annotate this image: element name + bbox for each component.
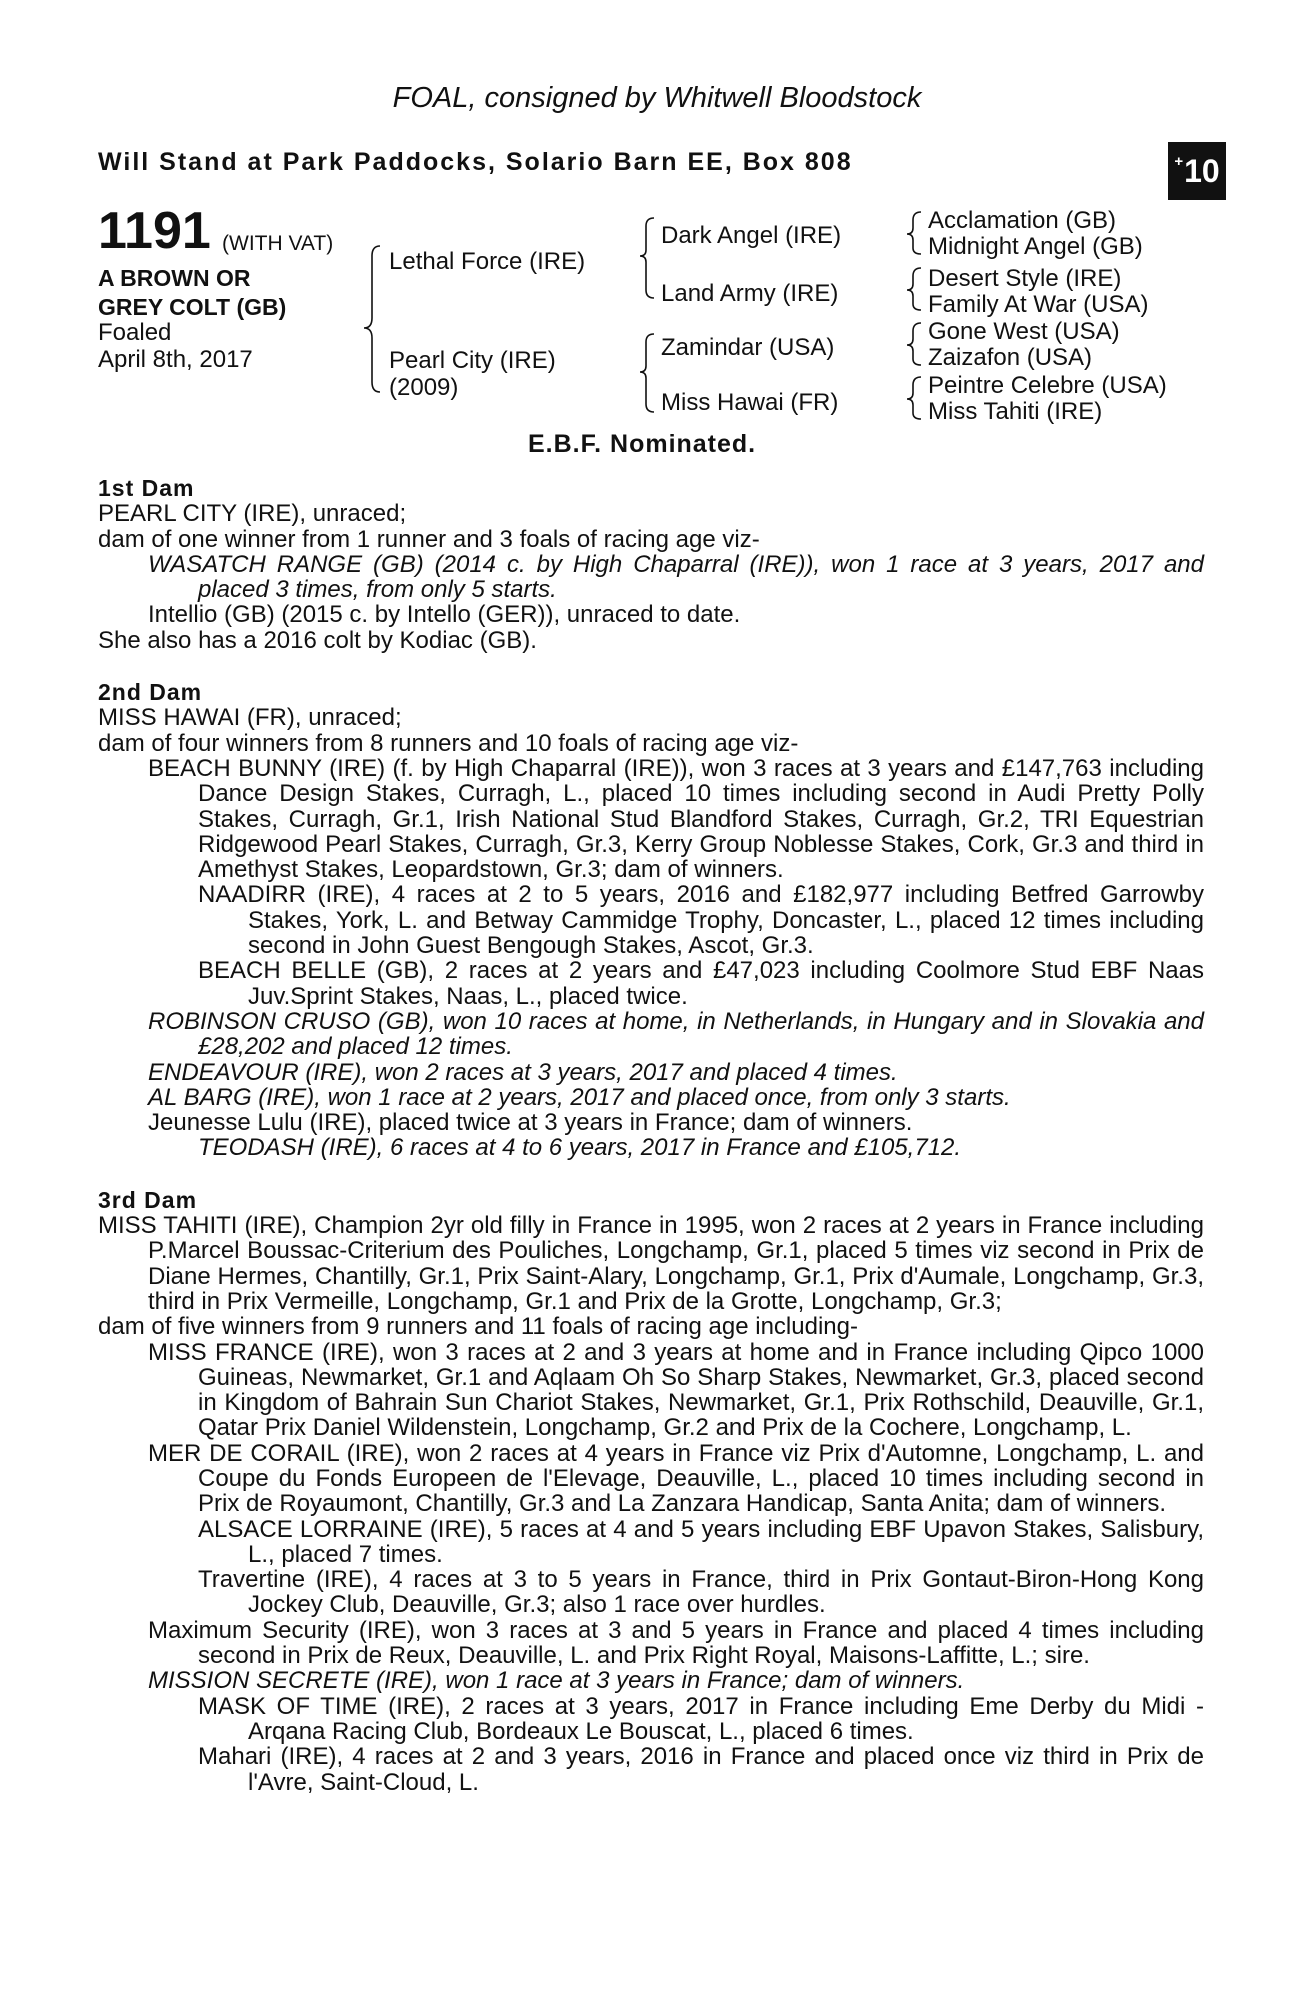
dam-entry: MISS TAHITI (IRE), Champion 2yr old filly in France in 1995, won 2 races at 2 years in France including P.Marcel Boussac-Criterium des Pouliches, Longchamp, Gr.1, placed 5 times viz second in Prix de Diane Hermes, Chantilly, Gr.1, Prix Saint-Alary, Longchamp, Gr.1, Prix d'Aumale, Longchamp, Gr.3, third in Prix Vermeille, Longchamp, Gr.1 and Prix de la Grotte, Longchamp, Gr.3; [98,1212,1204,1315]
first-dam-section [98,476,1204,653]
pedigree-sire-sire: Dark Angel (IRE) [661,222,842,249]
pedigree-g3-4: Family At War (USA) [928,291,1149,318]
third-dam-heading: 3rd Dam [98,1186,198,1213]
produce-entry: Intellio (GB) (2015 c. by Intello (GER)), unraced to date. [148,601,741,629]
second-dam-section [98,680,1204,1161]
produce-entry: WASATCH RANGE (GB) (2014 c. by High Chaparral (IRE)), won 1 race at 3 years, 2017 and placed 3 times, from only 5 starts. [148,550,1204,604]
produce-entry: TEODASH (IRE), 6 races at 4 to 6 years, 2017 in France and £105,712. [198,1134,962,1162]
foaled-date: April 8th, 2017 [98,346,253,373]
pedigree-g3-2: Midnight Angel (GB) [928,233,1143,260]
dam-entry: MISS HAWAI (FR), unraced; [98,704,402,732]
foaled-label: Foaled [98,319,172,346]
pedigree-g3-7: Peintre Celebre (USA) [928,372,1167,399]
lot-description-line: GREY COLT (GB) [98,294,287,320]
produce-entry: ENDEAVOUR (IRE), won 2 races at 3 years, 2017 and placed 4 times. [148,1058,898,1086]
produce-entry: ALSACE LORRAINE (IRE), 5 races at 4 and 5 years including EBF Upavon Stakes, Salisbury, L., placed 7 times. [198,1515,1204,1568]
produce-entry: ROBINSON CRUSO (GB), won 10 races at home, in Netherlands, in Hungary and in Slovakia and £28,202 and placed 12 times. [148,1007,1204,1061]
vat-note: (WITH VAT) [222,232,334,255]
produce-entry: BEACH BUNNY (IRE) (f. by High Chaparral (IRE)), won 3 races at 3 years and £147,763 including Dance Design Stakes, Curragh, L., placed 10 times including second in Audi Pretty Polly Stakes, Curragh, Gr.1, Irish National Stud Blandford Stakes, Curragh, Gr.2, TRI Equestrian Ridgewood Pearl Stakes, Curragh, Gr.3, Kerry Group Noblesse Stakes, Cork, Gr.3 and third in Amethyst Stakes, Leopardstown, Gr.3; dam of winners. [148,754,1204,884]
produce-entry: MER DE CORAIL (IRE), won 2 races at 4 years in France viz Prix d'Automne, Longchamp, L. and Coupe du Fonds Europeen de l'Elevage, Deauville, L., placed 10 times including second in Prix de Royaumont, Chantilly, Gr.3 and La Zanzara Handicap, Santa Anita; dam of winners. [148,1439,1204,1518]
produce-entry: AL BARG (IRE), won 1 race at 2 years, 2017 and placed once, from only 3 starts. [148,1083,1011,1111]
dam-entry: PEARL CITY (IRE), unraced; [98,500,407,528]
lot-number: 1191 [98,202,211,260]
produce-record [98,476,1204,1795]
produce-entry: Travertine (IRE), 4 races at 3 to 5 years in France, third in Prix Gontaut-Biron-Hong Kong Jockey Club, Deauville, Gr.3; also 1 race over hurdles. [198,1566,1204,1619]
produce-note: She also has a 2016 colt by Kodiac (GB). [98,626,537,654]
third-dam-section [98,1188,1204,1795]
dam-produce-summary: dam of four winners from 8 runners and 10 foals of racing age viz- [98,729,799,757]
pedigree-sire: Lethal Force (IRE) [389,248,586,275]
second-dam-heading: 2nd Dam [98,679,203,706]
ebf-nomination: E.B.F. Nominated. [528,430,757,458]
pedigree-g3-1: Acclamation (GB) [928,207,1117,234]
pedigree-dam-sire: Zamindar (USA) [661,334,835,361]
pedigree-g3-3: Desert Style (IRE) [928,265,1122,292]
first-dam-heading: 1st Dam [98,475,195,501]
plus-icon: + [1174,152,1184,170]
pedigree-dam: Pearl City (IRE) [389,347,556,374]
produce-entry: MISSION SECRETE (IRE), won 1 race at 3 years in France; dam of winners. [148,1667,965,1695]
pedigree-g3-5: Gone West (USA) [928,318,1120,345]
pedigree-sire-dam: Land Army (IRE) [661,280,839,307]
stand-location: Will Stand at Park Paddocks, Solario Barn EE, Box 808 [98,148,853,176]
produce-entry: MISS FRANCE (IRE), won 3 races at 2 and 3 years at home and in France including Qipco 1000 Guineas, Newmarket, Gr.1 and Aqlaam Oh So Sharp Stakes, Newmarket, Gr.3, placed second in Kingdom of Bahrain Sun Chariot Stakes, Newmarket, Gr.1, Prix Rothschild, Deauville, Gr.1, Qatar Prix Daniel Wildenstein, Longchamp, Gr.2 and Prix de la Cochere, Longchamp, L. [148,1338,1204,1442]
pedigree-dam-year: (2009) [389,374,459,401]
produce-entry: MASK OF TIME (IRE), 2 races at 3 years, 2017 in France including Eme Derby du Midi - Arqana Racing Club, Bordeaux Le Bouscat, L., placed 6 times. [198,1692,1204,1745]
produce-entry: Jeunesse Lulu (IRE), placed twice at 3 years in France; dam of winners. [148,1109,913,1137]
produce-entry: NAADIRR (IRE), 4 races at 2 to 5 years, 2016 and £182,977 including Betfred Garrowby Stakes, York, L. and Betway Cammidge Trophy, Doncaster, L., placed 12 times including second in John Guest Bengough Stakes, Ascot, Gr.3. [198,881,1204,960]
badge-number: 10 [1184,152,1220,189]
dam-produce-summary: dam of one winner from 1 runner and 3 foals of racing age viz- [98,525,760,553]
produce-entry: Maximum Security (IRE), won 3 races at 3 and 5 years in France and placed 4 times including second in Prix de Reux, Deauville, L. and Prix Right Royal, Maisons-Laffitte, L.; sire. [148,1616,1204,1670]
produce-entry: BEACH BELLE (GB), 2 races at 2 years and £47,023 including Coolmore Stud EBF Naas Juv.Sprint Stakes, Naas, L., placed twice. [198,957,1204,1010]
pedigree-g3-6: Zaizafon (USA) [928,344,1093,371]
pedigree-dam-dam: Miss Hawai (FR) [661,389,839,416]
produce-entry: Mahari (IRE), 4 races at 2 and 3 years, 2016 in France and placed once viz third in Prix de l'Avre, Saint-Cloud, L. [198,1743,1204,1796]
pedigree-g3-8: Miss Tahiti (IRE) [928,398,1103,425]
dam-produce-summary: dam of five winners from 9 runners and 11 foals of racing age including- [98,1313,858,1341]
lot-description-line: A BROWN OR [98,265,251,291]
page-title: FOAL, consigned by Whitwell Bloodstock [392,82,922,114]
